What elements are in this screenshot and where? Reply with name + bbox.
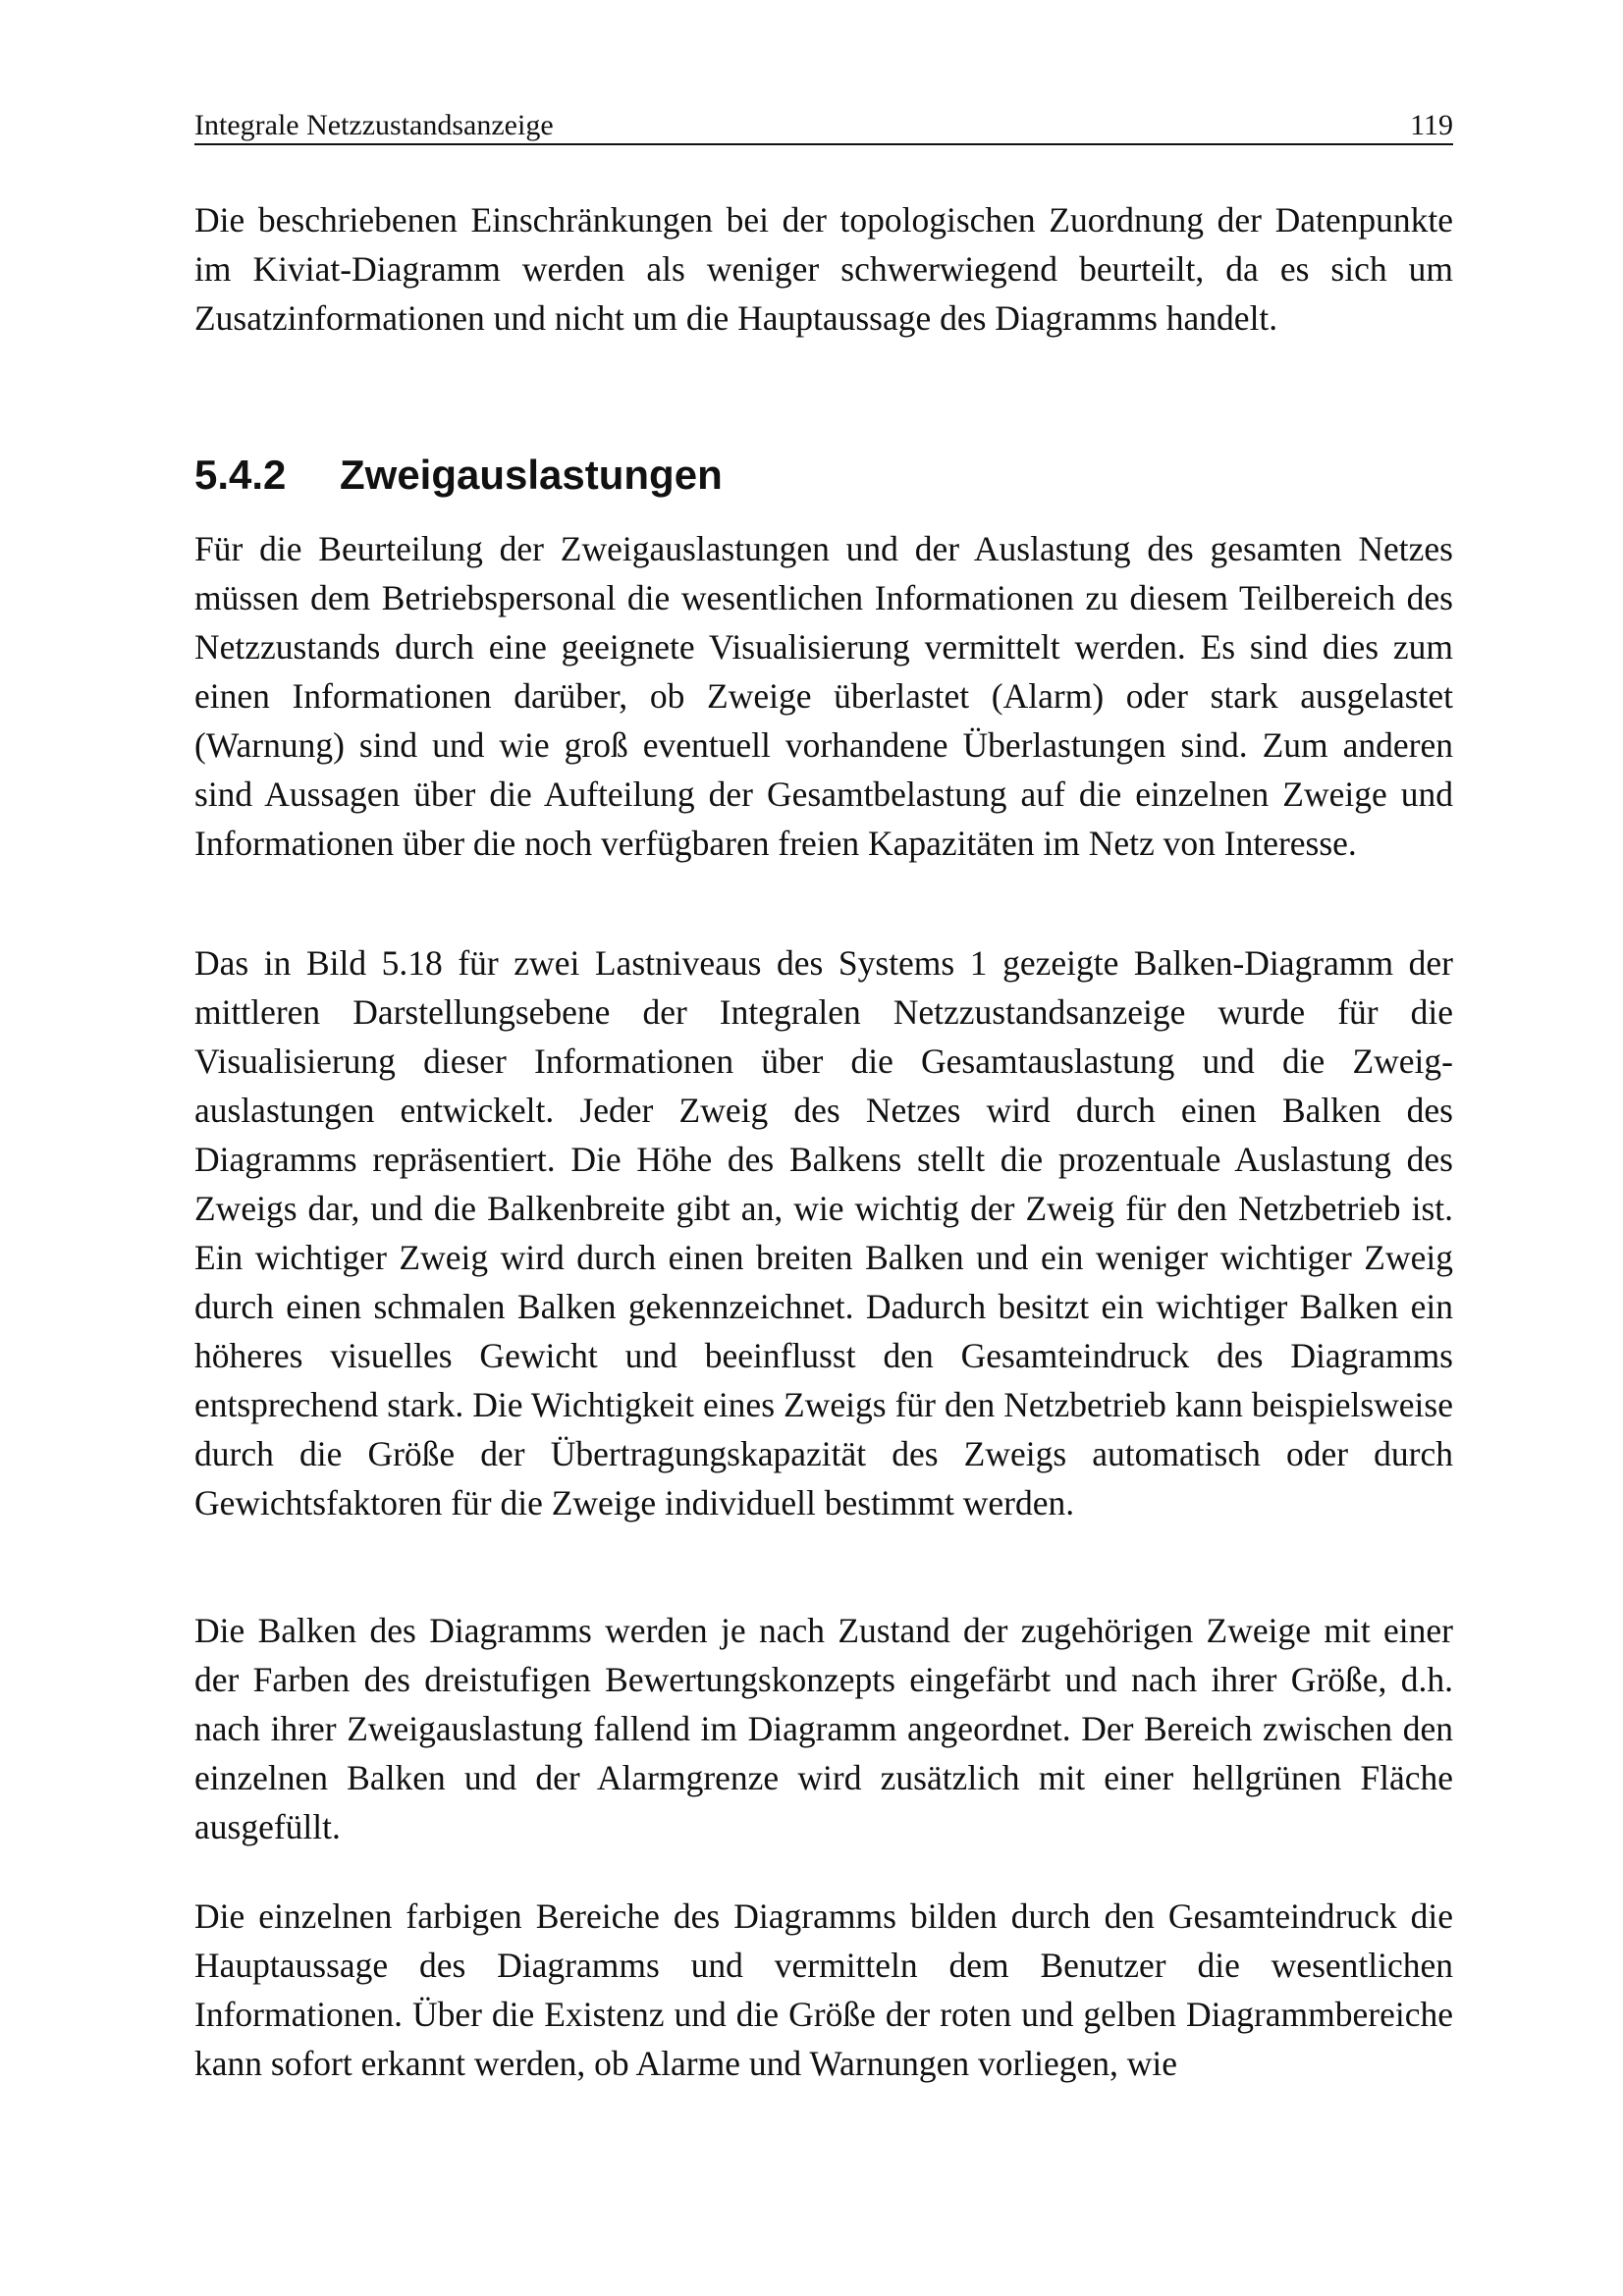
running-header	[194, 108, 1453, 145]
paragraph-intro: Die beschriebenen Einschränkungen bei der topologischen Zuordnung der Datenpunkte im Kiviat-Diagramm werden als weniger schwerwiegend beurteilt, da es sich um Zusatzinformationen und nicht um die Hauptaussage des Diagramms handelt.	[194, 200, 1453, 338]
section-title: Zweigauslastungen	[340, 452, 723, 498]
section-number: 5.4.2	[194, 452, 287, 498]
running-header-title: Integrale Netzzustandsanzeige	[194, 109, 554, 141]
paragraph-2: Das in Bild 5.18 für zwei Lastniveaus des Systems 1 gezeigte Balken-Diagramm der mittleren Darstellungsebene der Integralen Netzzustandsanzeige wurde für die Visualisierung dieser Informationen über die Gesamtauslastung und die Zweigauslastungen entwickelt. Jeder Zweig des Netzes wird durch einen Balken des Diagramms repräsentiert. Die Höhe des Balkens stellt die prozentuale Auslastung des Zweigs dar, und die Balkenbreite gibt an, wie wichtig der Zweig für den Netzbetrieb ist. Ein wichtiger Zweig wird durch einen breiten Balken und ein weniger wichtiger Zweig durch einen schmalen Balken gekennzeichnet. Dadurch besitzt ein wichtiger Balken ein höheres visuelles Gewicht und beeinflusst den Gesamteindruck des Diagramms entsprechend stark. Die Wichtigkeit eines Zweigs für den Netzbetrieb kann beispielsweise durch die Größe der Übertragungskapazität des Zweigs automatisch oder durch Gewichtsfaktoren für die Zweige individuell bestimmt werden.	[194, 943, 1453, 1522]
paragraph-1: Für die Beurteilung der Zweigauslastungen und der Auslastung des gesamten Netzes müssen dem Betriebspersonal die wesentlichen Informationen zu diesem Teilbereich des Netzzustands durch eine geeignete Visualisierung vermittelt werden. Es sind dies zum einen Informationen darüber, ob Zweige überlastet (Alarm) oder stark ausgelastet (Warnung) sind und wie groß eventuell vorhandene Überlastungen sind. Zum anderen sind Aussagen über die Aufteilung der Gesamtbelastung auf die einzelnen Zweige und Informationen über die noch verfügbaren freien Kapazitäten im Netz von Interesse.	[194, 529, 1453, 863]
page-number: 119	[1410, 109, 1453, 141]
section-heading	[194, 448, 1453, 503]
paragraph-4: Die einzelnen farbigen Bereiche des Diagramms bilden durch den Gesamteindruck die Hauptaussage des Diagramms und vermitteln dem Benutzer die wesentlichen Informationen. Über die Existenz und die Größe der roten und gelben Diagrammbereiche kann sofort erkannt werden, ob Alarme und Warnungen vorliegen, wie	[194, 1896, 1453, 2083]
paragraph-3: Die Balken des Diagramms werden je nach Zustand der zugehörigen Zweige mit einer der Farben des dreistufigen Bewertungskonzepts eingefärbt und nach ihrer Größe, d.h. nach ihrer Zweigauslastung fallend im Diagramm angeordnet. Der Bereich zwischen den einzelnen Balken und der Alarmgrenze wird zusätzlich mit einer hellgrünen Fläche ausgefüllt.	[194, 1611, 1453, 1846]
